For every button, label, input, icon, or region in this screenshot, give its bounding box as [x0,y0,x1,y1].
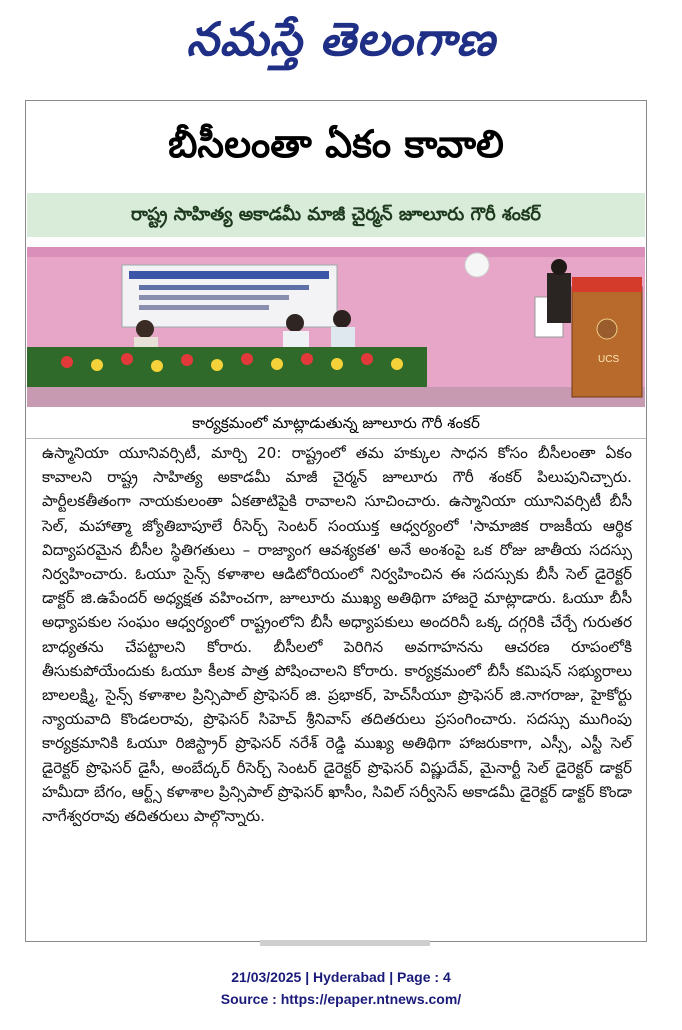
footer-source: Source : https://epaper.ntnews.com/ [220,991,462,1007]
podium-text: UCS [598,354,620,365]
footer-date-location: 21/03/2025 | Hyderabad | Page : 4 [231,969,451,985]
bottom-strip [260,940,430,946]
photo-caption: కార్యక్రమంలో మాట్లాడుతున్న జూలూరు గౌరీ శంకర్ [26,408,646,439]
event-photo [27,247,645,407]
subheadline: రాష్ట్ర సాహిత్య అకాడమీ మాజీ చైర్మన్ జూలూరు గౌరీ శంకర్ [27,193,645,237]
footer [0,966,682,1010]
article-body: ఉస్మానియా యూనివర్సిటీ, మార్చి 20: రాష్ట్రంలో తమ హక్కుల సాధన కోసం బీసీలంతా ఏకం కావాలని రాష్ట్ర సాహిత్య అకాడమీ మాజీ చైర్మన్ జూలూరు గౌరీ శంకర్ పిలుపునిచ్చారు. పార్టీలకతీతంగా నాయకులంతా ఏకతాటిపైకి రావాలని సూచించారు. ఉస్మానియా యూనివర్సిటీ బీసీ సెల్, మహాత్మా జ్యోతిబాపూలే రీసెర్చ్ సెంటర్ సంయుక్త ఆధ్వర్యంలో 'సామాజిక రాజకీయ ఆర్థిక విద్యాపరమైన బీసీల స్థితిగతులు – రాజ్యాంగ ఆవశ్యకత' అనే అంశంపై ఒక రోజు జాతీయ సదస్సు నిర్వహించారు. ఓయూ సైన్స్ కళాశాల ఆడిటోరియంలో నిర్వహించిన ఈ సదస్సుకు బీసీ సెల్ డైరెక్టర్ డాక్టర్ జి.ఉపేందర్ అధ్యక్షత వహించగా, జూలూరు ముఖ్య అతిథిగా హాజరై మాట్లాడారు. ఓయూ బీసీ అధ్యాపకుల సంఘం ఆధ్వర్యంలో రాష్ట్రంలోని బీసీ అధ్యాపకులు అందరినీ ఒక్క దగ్గరికి చేర్చే గురుతర బాధ్యతను చేపట్టాలని కోరారు. బీసీలలో పెరిగిన అవగాహనను ఆచరణ రూపంలోకి తీసుకుపోయేందుకు ఓయూ కీలక పాత్ర పోషించాలని కోరారు. కార్యక్రమంలో బీసీ కమిషన్ సభ్యురాలు బాలలక్ష్మి, సైన్స్ కళాశాల ప్రిన్సిపాల్ ప్రొఫెసర్ జి. ప్రభాకర్, హెచ్‌సీయూ ప్రొఫెసర్ జి.నాగరాజు, హైకోర్టు న్యాయవాది కొండలరావు, ప్రొఫెసర్ సిహెచ్ శ్రీనివాస్ తదితరులు ప్రసంగించారు. సదస్సు ముగింపు కార్యక్రమానికి ఓయూ రిజిస్ట్రార్ ప్రొఫెసర్ నరేశ్ రెడ్డి ముఖ్య అతిథిగా హాజరుకాగా, ఎస్సీ, ఎస్టీ సెల్ డైరెక్టర్ ప్రొఫెసర్ డైసీ, అంబేద్కర్ రీసెర్చ్ సెంటర్ డైరెక్టర్ ప్రొఫెసర్ విష్ణుదేవ్, మైనార్టీ సెల్ డైరెక్టర్ డాక్టర్ హమీదా బేగం, ఆర్ట్స్ కళాశాల ప్రిన్సిపాల్ ప్రొఫెసర్ ఖాసీం, సివిల్ సర్వీసెస్ అకాడమీ డైరెక్టర్ డాక్టర్ కొండా నాగేశ్వరరావు తదితరులు పాల్గొన్నారు. [42,444,632,826]
headline: బీసీలంతా ఏకం కావాలి [168,122,504,166]
news-clipping [25,100,647,942]
event-photo-illustration [27,247,645,407]
masthead-title: నమస్తే తెలంగాణ [186,12,496,66]
